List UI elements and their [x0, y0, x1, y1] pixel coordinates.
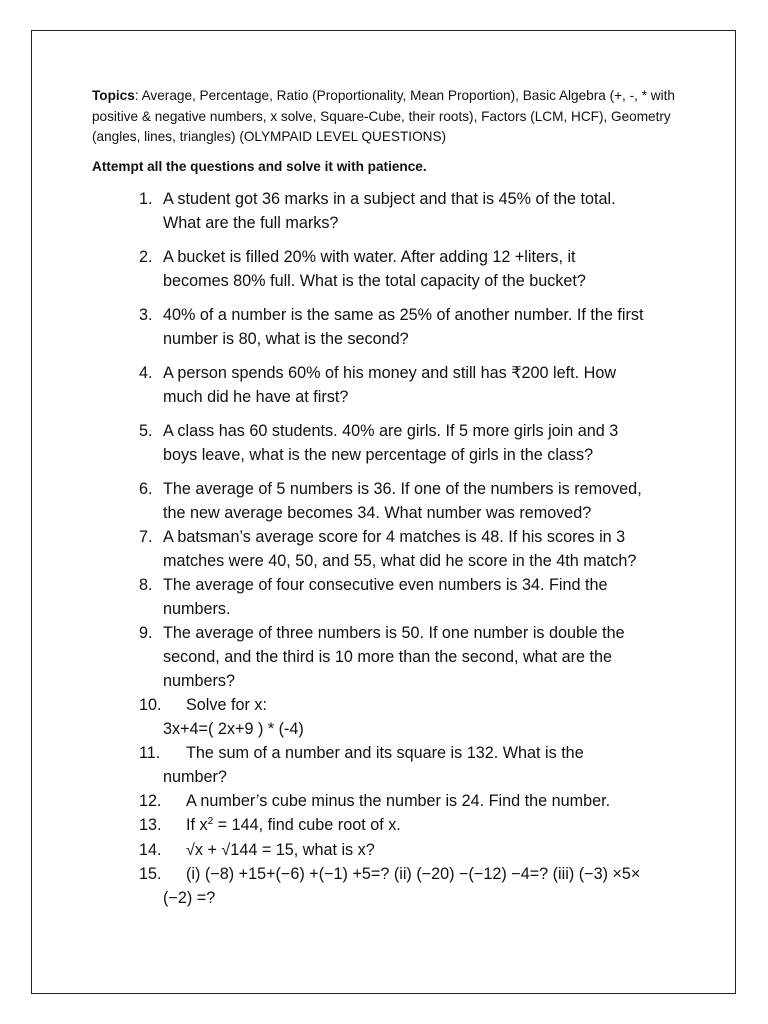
instruction-text: Attempt all the questions and solve it with patience.	[92, 159, 427, 174]
question-number: 10.	[139, 696, 162, 714]
question-number: 4.	[139, 364, 153, 382]
question-line: numbers?	[163, 672, 235, 690]
question-4	[139, 361, 684, 409]
question-14	[139, 838, 684, 862]
question-number: 13.	[139, 816, 162, 834]
question-number: 11.	[139, 744, 161, 762]
question-number: 2.	[139, 248, 153, 266]
topics-paragraph	[92, 86, 682, 148]
question-8	[139, 573, 684, 621]
question-line: number is 80, what is the second?	[163, 330, 409, 348]
question-12	[139, 789, 684, 813]
question-line: The average of 5 numbers is 36. If one of the numbers is removed,	[163, 480, 642, 498]
topics-label: Topics	[92, 88, 135, 103]
question-number: 14.	[139, 841, 162, 859]
question-number: 1.	[139, 190, 153, 208]
question-line: 40% of a number is the same as 25% of another number. If the first	[163, 306, 644, 324]
question-number: 6.	[139, 480, 153, 498]
question-number: 15.	[139, 865, 162, 883]
topics-text: : Average, Percentage, Ratio (Proportionality, Mean Proportion), Basic Algebra (+, -, * with positive & negative numbers, x solve, Square-Cube, their roots), Factors (LCM, HCF), Geometry (angles, lines, triangles) (OLYMPAID LEVEL QUESTIONS)	[92, 88, 675, 144]
question-7	[139, 525, 684, 573]
question-6	[139, 477, 684, 525]
question-number: 3.	[139, 306, 153, 324]
question-text-pre: If x	[186, 816, 208, 834]
question-line: the new average becomes 34. What number was removed?	[163, 504, 592, 522]
question-line: The sum of a number and its square is 132. What is the	[186, 744, 584, 762]
question-line: A student got 36 marks in a subject and that is 45% of the total.	[163, 190, 616, 208]
question-line	[139, 813, 684, 837]
question-15	[139, 862, 684, 910]
question-line: A person spends 60% of his money and still has ₹200 left. How	[163, 364, 617, 382]
question-line: A bucket is filled 20% with water. After adding 12 +liters, it	[163, 248, 576, 266]
question-line: much did he have at first?	[163, 388, 349, 406]
question-line: matches were 40, 50, and 55, what did he score in the 4th match?	[163, 552, 637, 570]
question-2	[139, 245, 684, 293]
question-number: 7.	[139, 528, 153, 546]
question-line: The average of three numbers is 50. If one number is double the	[163, 624, 625, 642]
question-13	[139, 813, 684, 837]
question-number: 5.	[139, 422, 153, 440]
question-line: The average of four consecutive even numbers is 34. Find the	[163, 576, 608, 594]
question-line: (−2) =?	[163, 889, 216, 907]
question-text-post: = 144, find cube root of x.	[213, 816, 401, 834]
question-line: boys leave, what is the new percentage of girls in the class?	[163, 446, 594, 464]
question-line: 3x+4=( 2x+9 ) * (-4)	[163, 720, 304, 738]
question-9	[139, 621, 684, 693]
question-line: becomes 80% full. What is the total capacity of the bucket?	[163, 272, 586, 290]
question-line: number?	[163, 768, 227, 786]
question-line: (i) (−8) +15+(−6) +(−1) +5=? (ii) (−20) −(−12) −4=? (iii) (−3) ×5×	[186, 865, 641, 883]
question-1	[139, 187, 684, 235]
question-10	[139, 693, 684, 741]
question-line: second, and the third is 10 more than the second, what are the	[163, 648, 613, 666]
question-number: 9.	[139, 624, 153, 642]
superscript: 2	[207, 816, 214, 827]
question-line: A number’s cube minus the number is 24. Find the number.	[186, 792, 611, 810]
question-5	[139, 419, 684, 467]
question-line: √x + √144 = 15, what is x?	[186, 841, 375, 859]
question-number: 12.	[139, 792, 162, 810]
question-line: What are the full marks?	[163, 214, 339, 232]
question-line: A batsman’s average score for 4 matches is 48. If his scores in 3	[163, 528, 626, 546]
question-line: Solve for x:	[186, 696, 267, 714]
question-11	[139, 741, 684, 789]
question-line: A class has 60 students. 40% are girls. If 5 more girls join and 3	[163, 422, 619, 440]
question-line: numbers.	[163, 600, 231, 618]
question-number: 8.	[139, 576, 153, 594]
question-3	[139, 303, 684, 351]
